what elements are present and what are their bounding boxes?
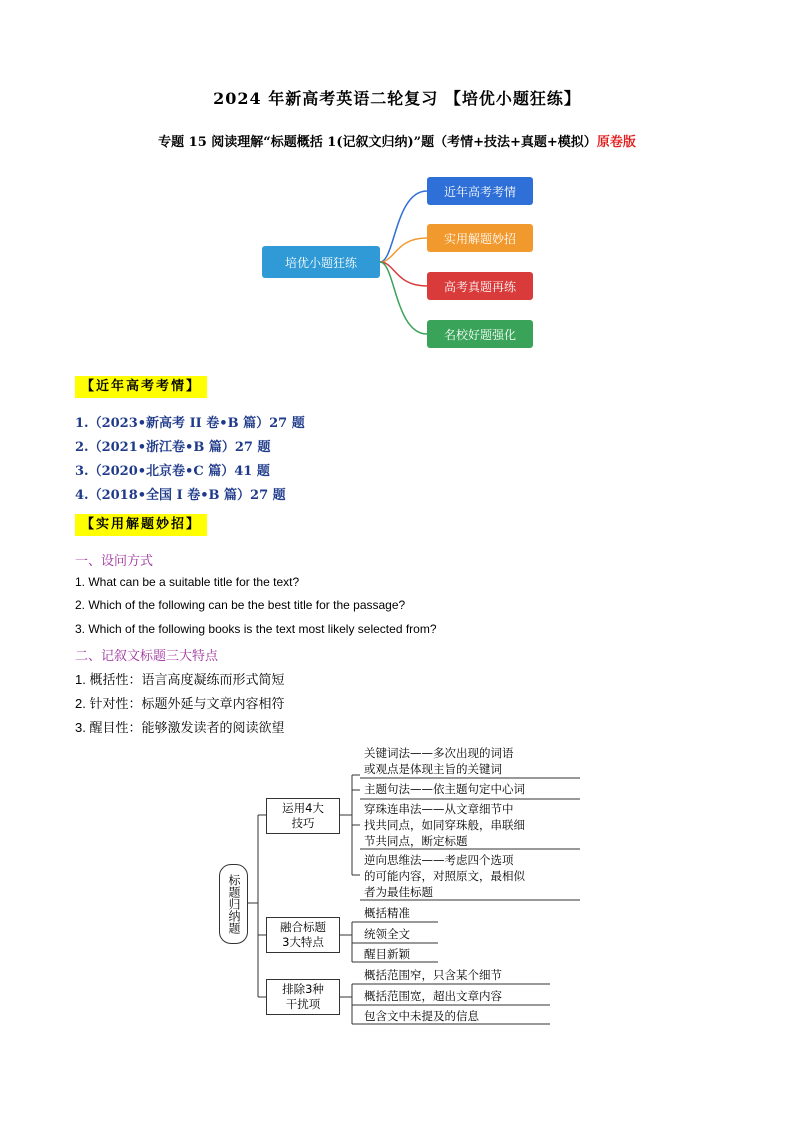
tree-item-too-broad: 概括范围宽，超出文章内容 — [364, 989, 502, 1003]
mindmap-branch-4: 名校好题强化 — [427, 320, 533, 348]
tree-group-1-line-1: 运用4大 — [282, 801, 324, 815]
tree-item-reverse-thinking-line-1: 逆向思维法——考虑四个选项 — [364, 853, 514, 867]
tree-item-keyword-line-1: 关键词法——多次出现的词语 — [364, 746, 514, 760]
feature-2: 2. 针对性：标题外延与文章内容相符 — [75, 696, 285, 711]
tree-group-2 — [266, 917, 340, 953]
feature-3: 3. 醒目性：能够激发读者的阅读欲望 — [75, 720, 285, 735]
tree-root-label: 标题归纳题 — [227, 874, 241, 934]
tree-item-reverse-thinking-line-2: 的可能内容，对照原文，最相似 — [364, 869, 525, 883]
tree-group-1 — [266, 798, 340, 834]
tree-item-bead-string-line-1: 穿珠连串法——从文章细节中 — [364, 802, 514, 816]
question-style-3: 3. Which of the following books is the text most likely selected from? — [75, 622, 437, 636]
tree-group-2-line-2: 3大特点 — [282, 935, 324, 949]
subtitle-tag: 原卷版 — [596, 135, 636, 150]
tree-group-2-line-1: 融合标题 — [280, 920, 326, 934]
tree-group-3-line-2: 干扰项 — [285, 997, 321, 1011]
tree-item-not-mentioned: 包含文中未提及的信息 — [364, 1009, 479, 1023]
tree-root-node — [219, 864, 248, 944]
tree-group-3 — [266, 979, 340, 1015]
tree-group-3-line-1: 排除3种 — [282, 982, 324, 996]
tree-item-too-narrow: 概括范围窄，只含某个细节 — [364, 968, 502, 982]
mindmap-branch-2: 实用解题妙招 — [427, 224, 533, 252]
page-title: 2024 年新高考英语二轮复习 【培优小题狂练】 — [213, 89, 581, 108]
tree-item-keyword-line-2: 或观点是体现主旨的关键词 — [364, 762, 502, 776]
subtitle-main: 专题 15 阅读理解“标题概括 1(记叙文归纳)”题（考情+技法+真题+模拟） — [158, 135, 597, 150]
tree-item-bead-string — [364, 801, 525, 849]
exam-ref-4: 4.（2018•全国 I 卷•B 篇）27 题 — [75, 488, 286, 503]
mindmap-branch-3: 高考真题再练 — [427, 272, 533, 300]
tree-item-keyword — [364, 745, 514, 777]
tree-item-bead-string-line-2: 找共同点，如同穿珠般，串联细 — [364, 818, 525, 832]
mindmap-branch-1: 近年高考考情 — [427, 177, 533, 205]
tree-item-whole-text: 统领全文 — [364, 927, 410, 941]
section-heading-exam-trends: 【近年高考考情】 — [75, 376, 207, 398]
tree-item-topic-sentence — [364, 781, 525, 797]
tree-item-reverse-thinking-line-3: 者为最佳标题 — [364, 885, 433, 899]
tree-item-eye-catching: 醒目新颖 — [364, 947, 410, 961]
tree-group-1-line-2: 技巧 — [291, 816, 315, 830]
exam-ref-1: 1.（2023•新高考 II 卷•B 篇）27 题 — [75, 416, 305, 431]
exam-ref-3: 3.（2020•北京卷•C 篇）41 题 — [75, 464, 270, 479]
tree-item-bead-string-line-3: 节共同点，断定标题 — [364, 834, 468, 848]
tree-item-topic-sentence-line-1: 主题句法——依主题句定中心词 — [364, 782, 525, 796]
tree-item-accurate: 概括精准 — [364, 906, 410, 920]
section-heading-tips: 【实用解题妙招】 — [75, 514, 207, 536]
exam-ref-2: 2.（2021•浙江卷•B 篇）27 题 — [75, 440, 271, 455]
mindmap-center-node: 培优小题狂练 — [262, 246, 380, 278]
question-style-heading: 一、设问方式 — [75, 554, 154, 569]
tree-item-reverse-thinking — [364, 852, 525, 900]
question-style-2: 2. Which of the following can be the best title for the passage? — [75, 598, 406, 612]
question-style-1: 1. What can be a suitable title for the text? — [75, 575, 300, 589]
feature-1: 1. 概括性：语言高度凝练而形式简短 — [75, 672, 285, 687]
features-heading: 二、记叙文标题三大特点 — [75, 649, 219, 664]
